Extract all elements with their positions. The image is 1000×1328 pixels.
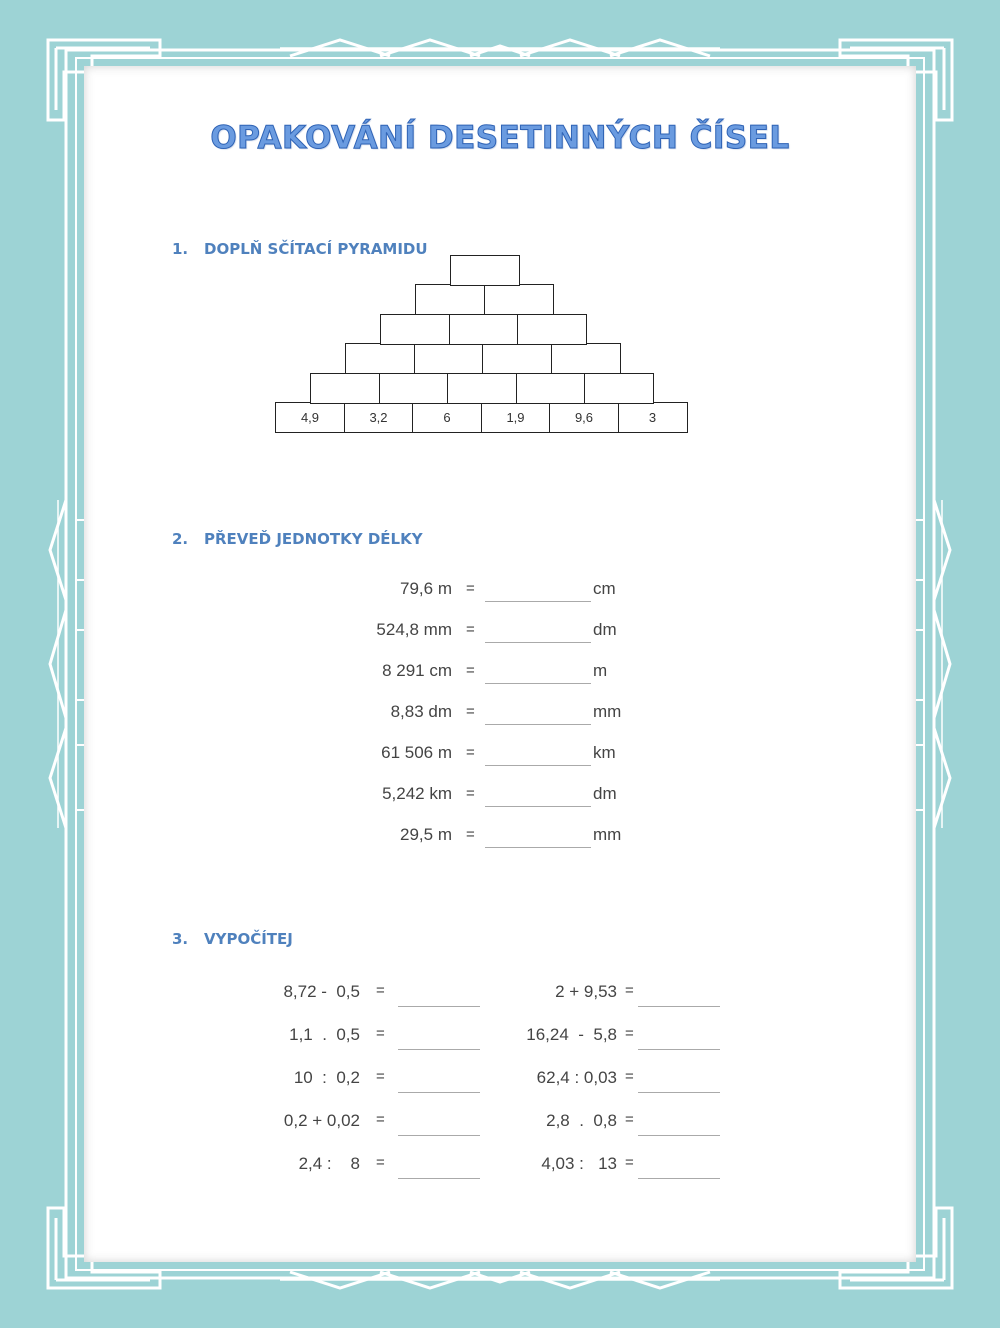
target-unit: cm	[593, 579, 616, 598]
conversion-value-text: 29,5 m	[400, 825, 452, 844]
pyramid-empty-brick[interactable]	[447, 373, 517, 404]
section-1-number: 1.	[172, 240, 189, 258]
answer-blank[interactable]	[638, 1072, 720, 1093]
pyramid-empty-brick[interactable]	[584, 373, 654, 404]
equals-sign: =	[466, 662, 475, 679]
conversion-value	[300, 743, 452, 767]
pyramid-base-brick: 1,9	[481, 402, 551, 433]
section-2-number: 2.	[172, 530, 189, 548]
answer-blank[interactable]	[485, 622, 591, 643]
pyramid-empty-brick[interactable]	[380, 314, 450, 345]
pyramid-base-brick: 4,9	[275, 402, 345, 433]
conversion-value	[300, 702, 452, 726]
answer-blank[interactable]	[638, 1029, 720, 1050]
target-unit: mm	[593, 702, 622, 721]
target-unit: dm	[593, 620, 617, 639]
pyramid-row	[450, 255, 520, 286]
calc-expression: 4,03 : 13	[541, 1154, 617, 1173]
conversion-value	[300, 579, 452, 603]
answer-blank[interactable]	[638, 986, 720, 1007]
pyramid-base-brick: 3	[618, 402, 688, 433]
pyramid-row	[380, 314, 587, 345]
section-3-number: 3.	[172, 930, 189, 948]
pyramid-empty-brick[interactable]	[517, 314, 587, 345]
calc-expression: 8,72 - 0,5	[283, 982, 360, 1001]
equals-sign: =	[625, 982, 634, 999]
pyramid-empty-brick[interactable]	[482, 343, 552, 374]
pyramid-empty-brick[interactable]	[415, 284, 485, 315]
answer-blank[interactable]	[638, 1158, 720, 1179]
conversion-value	[300, 784, 452, 808]
pyramid-base-brick: 9,6	[549, 402, 619, 433]
pyramid-empty-brick[interactable]	[551, 343, 621, 374]
pyramid-empty-brick[interactable]	[484, 284, 554, 315]
equals-sign: =	[376, 1154, 385, 1171]
pyramid-empty-brick[interactable]	[379, 373, 449, 404]
conversion-value	[300, 825, 452, 849]
section-1-label: DOPLŇ SČÍTACÍ PYRAMIDU	[204, 240, 428, 258]
pyramid-empty-brick[interactable]	[310, 373, 380, 404]
target-unit: dm	[593, 784, 617, 803]
conversion-value-text: 8 291 cm	[382, 661, 452, 680]
calc-expression: 1,1 . 0,5	[289, 1025, 360, 1044]
pyramid-empty-brick[interactable]	[345, 343, 415, 374]
equals-sign: =	[466, 580, 475, 597]
pyramid-empty-brick[interactable]	[414, 343, 484, 374]
equals-sign: =	[376, 1111, 385, 1128]
answer-blank[interactable]	[485, 704, 591, 725]
section-1-heading	[172, 240, 428, 258]
calc-expression: 0,2 + 0,02	[283, 1111, 360, 1130]
conversion-value-text: 79,6 m	[400, 579, 452, 598]
equals-sign: =	[625, 1154, 634, 1171]
equals-sign: =	[466, 744, 475, 761]
section-3-label: VYPOČÍTEJ	[204, 930, 293, 948]
calc-expression: 62,4 : 0,03	[536, 1068, 617, 1087]
equals-sign: =	[376, 982, 385, 999]
page-title: OPAKOVÁNÍ DESETINNÝCH ČÍSEL	[210, 120, 790, 156]
calc-expression: 10 : 0,2	[293, 1068, 360, 1087]
equals-sign: =	[466, 703, 475, 720]
conversion-value	[300, 661, 452, 685]
calc-expression: 16,24 - 5,8	[526, 1025, 617, 1044]
answer-blank[interactable]	[485, 581, 591, 602]
pyramid-row	[345, 343, 621, 374]
equals-sign: =	[625, 1068, 634, 1085]
conversion-value-text: 524,8 mm	[376, 620, 452, 639]
equals-sign: =	[466, 621, 475, 638]
answer-blank[interactable]	[485, 745, 591, 766]
pyramid-base-brick: 3,2	[344, 402, 414, 433]
answer-blank[interactable]	[485, 663, 591, 684]
pyramid-base-row	[275, 402, 688, 433]
equals-sign: =	[376, 1025, 385, 1042]
equals-sign: =	[376, 1068, 385, 1085]
answer-blank[interactable]	[638, 1115, 720, 1136]
target-unit: m	[593, 661, 608, 680]
pyramid-row	[310, 373, 654, 404]
conversion-value-text: 5,242 km	[382, 784, 452, 803]
section-2-heading	[172, 530, 423, 548]
equals-sign: =	[625, 1111, 634, 1128]
pyramid-empty-brick[interactable]	[449, 314, 519, 345]
equals-sign: =	[625, 1025, 634, 1042]
calc-expression: 2,8 . 0,8	[546, 1111, 617, 1130]
answer-blank[interactable]	[485, 827, 591, 848]
calc-expression: 2,4 : 8	[298, 1154, 360, 1173]
conversion-value-text: 8,83 dm	[390, 702, 452, 721]
section-3-heading	[172, 930, 293, 948]
target-unit: km	[593, 743, 616, 762]
answer-blank[interactable]	[485, 786, 591, 807]
section-2-label: PŘEVEĎ JEDNOTKY DÉLKY	[204, 530, 423, 548]
equals-sign: =	[466, 785, 475, 802]
equals-sign: =	[466, 826, 475, 843]
calc-expression: 2 + 9,53	[555, 982, 617, 1001]
conversion-value	[300, 620, 452, 644]
conversion-value-text: 61 506 m	[381, 743, 452, 762]
pyramid-row	[415, 284, 554, 315]
pyramid-base-brick: 6	[412, 402, 482, 433]
pyramid-empty-brick[interactable]	[516, 373, 586, 404]
target-unit: mm	[593, 825, 622, 844]
pyramid-empty-brick[interactable]	[450, 255, 520, 286]
